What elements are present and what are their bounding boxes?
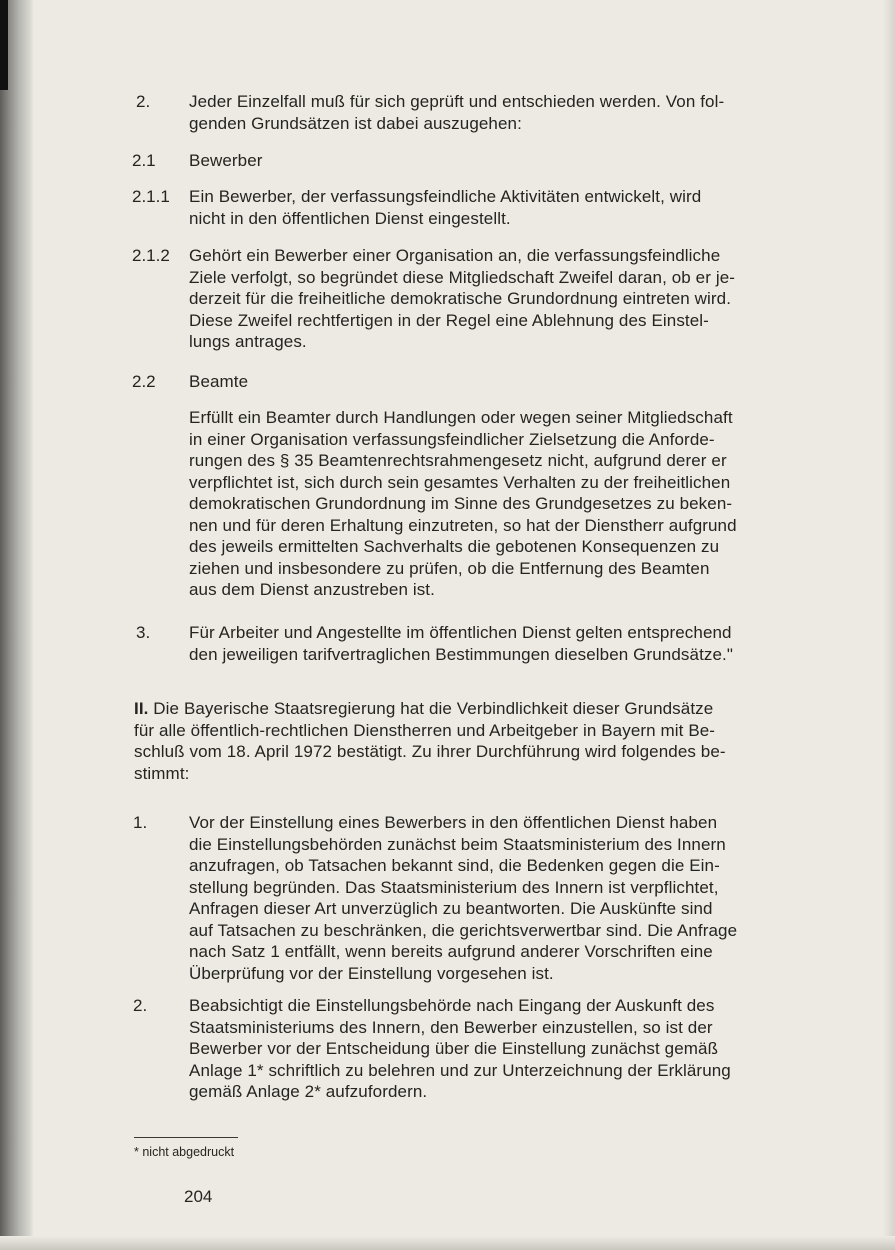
text-line: Anlage 1* schriftlich zu belehren und zur Unterzeichnung der Erklärung <box>189 1060 731 1080</box>
item-number: 2.1.1 <box>132 187 170 206</box>
item-number: 1. <box>133 813 148 832</box>
text-line: Für Arbeiter und Angestellte im öffentlichen Dienst gelten entsprechend <box>189 623 732 642</box>
text-line: in einer Organisation verfassungsfeindlicher Zielsetzung die Anforde- <box>189 429 715 449</box>
text-line: Ziele verfolgt, so begründet diese Mitgliedschaft Zweifel daran, ob er je- <box>189 267 736 287</box>
text-line: für alle öffentlich-rechtlichen Dienstherren und Arbeitgeber in Bayern mit Be- <box>134 720 716 740</box>
item-number: 2.1 <box>132 151 156 170</box>
text-line: Diese Zweifel rechtfertigen in der Regel eine Ablehnung des Einstel- <box>189 310 709 330</box>
page-number: 204 <box>184 1187 213 1206</box>
text-line: Erfüllt ein Beamter durch Handlungen oder wegen seiner Mitgliedschaft <box>189 408 733 427</box>
text-line: derzeit für die freiheitliche demokratische Grundordnung eintreten wird. <box>189 289 732 308</box>
text-line: des jeweils ermittelten Sachverhalts die gebotenen Konsequenzen zu <box>189 537 720 556</box>
text-line: anzufragen, ob Tatsachen bekannt sind, die Bedenken gegen die Ein- <box>189 856 720 875</box>
text-line: Bewerber vor der Entscheidung über die Einstellung zunächst gemäß <box>189 1039 719 1058</box>
text-line: Ein Bewerber, der verfassungsfeindliche Aktivitäten entwickelt, wird <box>189 187 702 206</box>
text-line: gemäß Anlage 2* aufzufordern. <box>189 1082 428 1101</box>
text-line: Überprüfung vor der Einstellung vorgesehen ist. <box>189 963 554 983</box>
text-line: Beamte <box>189 372 249 391</box>
text-line: Bewerber <box>189 151 263 170</box>
text-line: die Einstellungsbehörden zunächst beim Staatsministerium des Innern <box>189 834 726 854</box>
text-line: nicht in den öffentlichen Dienst eingestellt. <box>189 208 511 228</box>
item-number: 3. <box>136 623 151 642</box>
section-marker: II. <box>134 699 149 718</box>
text-line: Gehört ein Bewerber einer Organisation an, die verfassungsfeindliche <box>189 246 721 265</box>
footnote: * nicht abgedruckt <box>134 1145 235 1159</box>
text-line: nach Satz 1 entfällt, wenn bereits aufgrund anderer Vorschriften eine <box>189 942 713 961</box>
text-line: aus dem Dienst anzustreben ist. <box>189 580 435 599</box>
text-line: Jeder Einzelfall muß für sich geprüft und entschieden werden. Von fol- <box>189 92 725 111</box>
text-line: nen und für deren Erhaltung einzutreten, so hat der Dienstherr aufgrund <box>189 515 737 535</box>
text-line: den jeweiligen tarifvertraglichen Bestimmungen dieselben Grundsätze." <box>189 644 734 664</box>
text-line: rungen des § 35 Beamtenrechtsrahmengesetz nicht, aufgrund derer er <box>189 451 727 470</box>
text-line: ziehen und insbesondere zu prüfen, ob die Entfernung des Beamten <box>189 558 710 578</box>
text-line: verpflichtet ist, sich durch sein gesamtes Verhalten zu der freiheitlichen <box>189 472 731 492</box>
item-number: 2. <box>136 92 151 111</box>
text-line: Anfragen dieser Art unverzüglich zu beantworten. Die Auskünfte sind <box>189 899 713 918</box>
item-number: 2.2 <box>132 372 156 391</box>
text-line: lungs antrages. <box>189 332 307 351</box>
text-line: demokratischen Grundordnung im Sinne des Grundgesetzes zu beken- <box>189 494 733 513</box>
text-line: stimmt: <box>134 763 190 783</box>
text-line: II. Die Bayerische Staatsregierung hat die Verbindlichkeit dieser Grundsätze <box>134 699 714 718</box>
item-number: 2.1.2 <box>132 246 170 265</box>
text-line: schluß vom 18. April 1972 bestätigt. Zu ihrer Durchführung wird folgendes be- <box>134 742 726 761</box>
text-line: Vor der Einstellung eines Bewerbers in den öffentlichen Dienst haben <box>189 813 718 832</box>
text-line: stellung begründen. Das Staatsministerium des Innern ist verpflichtet, <box>189 877 719 897</box>
text-line: Beabsichtigt die Einstellungsbehörde nach Eingang der Auskunft des <box>189 996 715 1015</box>
text-line: genden Grundsätzen ist dabei auszugehen: <box>189 113 522 133</box>
text-line: auf Tatsachen zu beschränken, die gerichtsverwertbar sind. Die Anfrage <box>189 920 738 940</box>
text-line: Staatsministeriums des Innern, den Bewerber einzustellen, so ist der <box>189 1017 713 1037</box>
item-number: 2. <box>133 996 148 1015</box>
footnote-rule <box>134 1137 238 1138</box>
